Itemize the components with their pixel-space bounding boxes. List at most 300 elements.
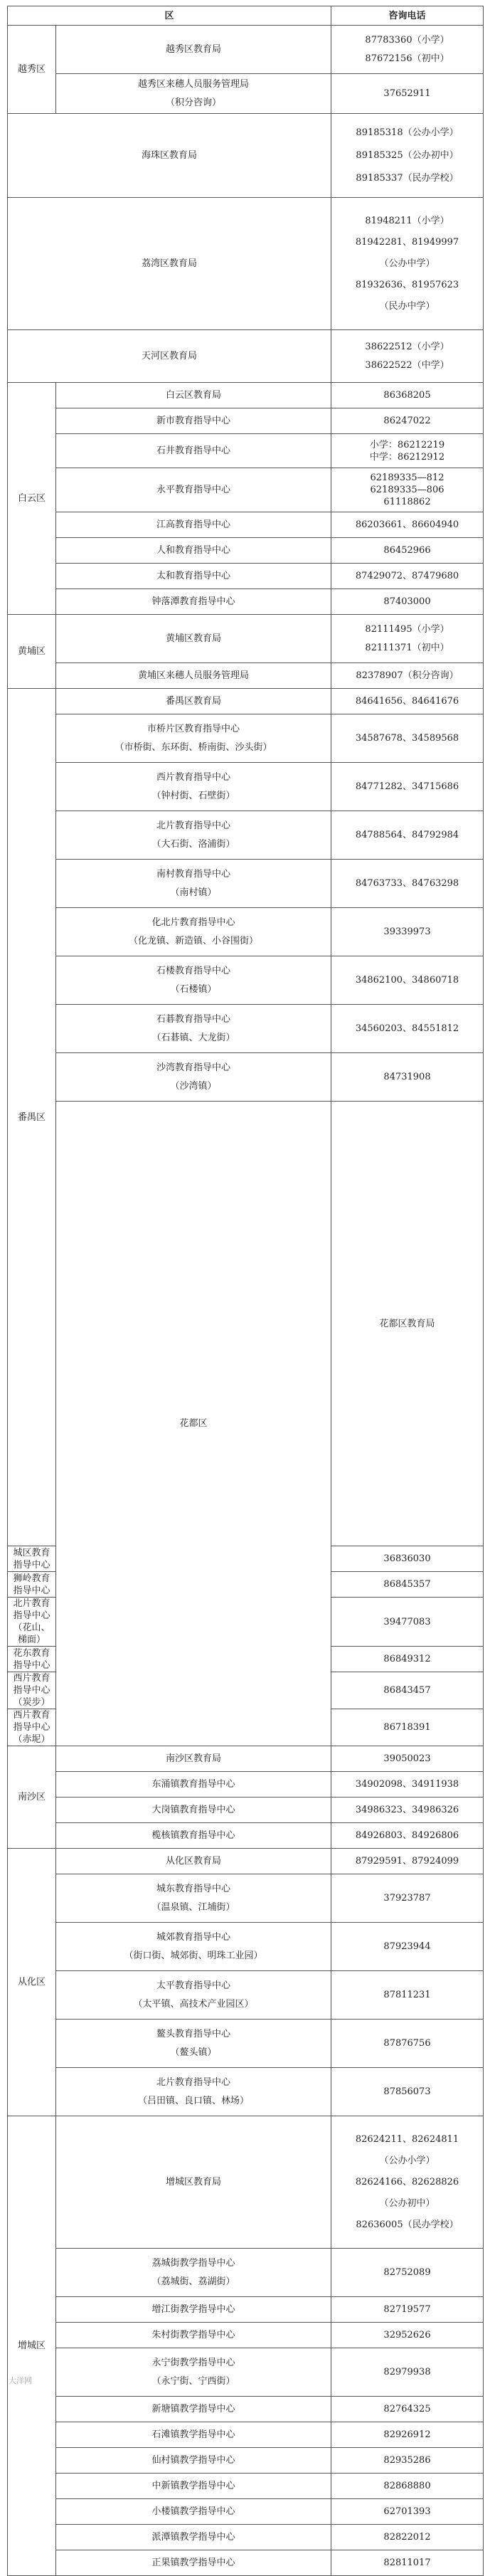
district-cell: 从化区	[8, 1849, 56, 2116]
office-cell	[56, 1874, 331, 1923]
office-cell	[56, 1823, 331, 1849]
phone-number: 34862100、34860718	[355, 975, 459, 986]
phone-cell	[331, 1971, 484, 2020]
phone-number: 82624166、82628826	[355, 2176, 459, 2187]
office-name: （石碁镇、大龙街）	[151, 1032, 235, 1043]
table-row	[8, 2499, 484, 2525]
district-cell: 番禺区	[8, 689, 56, 1546]
phone-cell	[331, 2550, 484, 2576]
phone-number: 36836030	[383, 1553, 431, 1564]
phone-number: 82111495（小学）	[365, 623, 449, 635]
phone-number: 81948211（小学）	[365, 215, 449, 226]
table-row	[8, 1874, 484, 1923]
office-cell	[8, 1546, 56, 1572]
district-cell: 花都区	[56, 1102, 331, 1746]
office-cell	[56, 2448, 331, 2474]
table-row	[8, 2323, 484, 2348]
table-row	[8, 383, 484, 408]
office-cell	[56, 2550, 331, 2576]
phone-number: 38622512（小学）	[365, 341, 449, 352]
office-cell	[56, 2068, 331, 2116]
phone-number: 86845357	[383, 1579, 431, 1590]
phone-cell	[331, 2323, 484, 2348]
table-row	[8, 434, 484, 468]
office-name: 太和教育指导中心	[156, 571, 231, 581]
header-row	[8, 6, 484, 26]
phone-number: 87811231	[383, 1990, 431, 2000]
office-cell	[56, 1053, 331, 1102]
phone-number: 86843457	[383, 1685, 431, 1696]
phone-number: 87929591、87924099	[355, 1856, 459, 1867]
phone-number: （公办中学）	[379, 258, 435, 269]
phone-number: 82979938	[383, 2367, 431, 2377]
table-row	[8, 908, 484, 956]
office-cell	[56, 663, 331, 689]
phone-cell	[331, 689, 484, 714]
phone-number: 86368205	[383, 390, 431, 401]
table-row	[8, 468, 484, 512]
table-row	[8, 2297, 484, 2323]
phone-cell	[331, 811, 484, 860]
phone-cell	[331, 1546, 484, 1572]
phone-number: 84731908	[383, 1072, 431, 1082]
office-name: 东涌镇教育指导中心	[151, 1779, 235, 1790]
office-name: 小楼镇教学指导中心	[151, 2506, 235, 2517]
phone-number: 37652911	[383, 88, 431, 99]
office-name: （太平镇、高技术产业园区）	[133, 1998, 254, 2010]
office-name: （永宁街、宁西街）	[151, 2375, 235, 2387]
table-row	[8, 1823, 484, 1849]
district-cell: 越秀区	[8, 26, 56, 114]
phone-cell	[331, 330, 484, 383]
office-name: 市桥片区教育指导中心	[147, 723, 240, 734]
office-name: （温泉镇、江埔街）	[151, 1901, 235, 1913]
table-row	[8, 2020, 484, 2068]
phone-cell	[331, 763, 484, 811]
phone-number: 82926912	[383, 2429, 431, 2440]
phone-number: 86849312	[383, 1654, 431, 1664]
office-name: 大岗镇教育指导中心	[151, 1805, 235, 1815]
office-cell	[56, 408, 331, 434]
office-cell	[56, 2323, 331, 2348]
office-cell	[56, 1746, 331, 1772]
office-name: 北片教育指导中心（花山、梯面）	[13, 1598, 50, 1645]
phone-number: 89185325（公办初中）	[356, 149, 459, 161]
phone-number: （公办初中）	[379, 2197, 435, 2209]
office-name: 人和教育指导中心	[156, 545, 231, 556]
office-name: （石楼镇）	[170, 983, 217, 995]
office-name: 石楼教育指导中心	[156, 965, 231, 976]
phone-number: 82868880	[383, 2481, 431, 2491]
table-row	[8, 589, 484, 615]
phone-number: 中学：86212912	[369, 451, 445, 463]
district-cell: 南沙区	[8, 1746, 56, 1849]
phone-cell	[331, 538, 484, 564]
office-cell	[56, 2297, 331, 2323]
table-row	[8, 956, 484, 1005]
phone-cell	[331, 383, 484, 408]
office-name: （南村镇）	[170, 887, 217, 898]
phone-cell	[331, 1772, 484, 1798]
office-name: 增江街教学指导中心	[151, 2304, 235, 2315]
office-cell	[56, 2116, 331, 2249]
office-cell	[56, 2499, 331, 2525]
office-name: （荔城街、荔湖街）	[151, 2276, 235, 2287]
phone-cell	[331, 908, 484, 956]
table-row	[8, 564, 484, 589]
office-cell	[56, 1005, 331, 1053]
table-row	[8, 811, 484, 860]
phone-cell	[331, 1005, 484, 1053]
phone-cell	[331, 1709, 484, 1746]
table-row	[8, 2422, 484, 2448]
office-cell	[56, 538, 331, 564]
phone-number: 87783360（小学）	[365, 34, 449, 46]
phone-cell	[331, 2499, 484, 2525]
office-name: 中新镇教学指导中心	[151, 2481, 235, 2491]
office-name: 新塘镇教学指导中心	[151, 2404, 235, 2414]
phone-number: 81932636、81957623	[355, 279, 459, 290]
phone-cell	[331, 564, 484, 589]
phone-number: 32952626	[383, 2330, 431, 2340]
phone-number: 34560203、84551812	[355, 1023, 459, 1034]
office-cell	[56, 512, 331, 538]
office-cell	[56, 908, 331, 956]
office-cell	[56, 2020, 331, 2068]
phone-number: 34986323、34986326	[355, 1805, 459, 1815]
phone-cell	[331, 1672, 484, 1709]
phone-cell	[331, 408, 484, 434]
office-name: 仙村镇教学指导中心	[151, 2455, 235, 2466]
office-name: 海珠区教育局	[142, 150, 198, 161]
office-cell	[331, 1102, 484, 1546]
phone-cell	[331, 468, 484, 512]
table-row	[8, 615, 484, 663]
phone-number: 84641656、84641676	[355, 696, 459, 707]
office-name: （鳌头镇）	[170, 2047, 217, 2058]
office-cell	[56, 1798, 331, 1823]
office-name: （吕田镇、良口镇、林场）	[138, 2095, 250, 2106]
table-row	[8, 1798, 484, 1823]
phone-number: 82719577	[383, 2304, 431, 2315]
phone-cell	[331, 663, 484, 689]
office-name: 南村教育指导中心	[156, 868, 231, 880]
table-row	[8, 408, 484, 434]
phone-cell	[331, 1598, 484, 1647]
table-row	[8, 663, 484, 689]
office-name: 白云区教育局	[166, 390, 222, 401]
office-cell	[56, 589, 331, 615]
phone-number: 84771282、34715686	[355, 781, 459, 792]
table-row	[8, 1849, 484, 1874]
phone-number: 38622522（中学）	[365, 359, 449, 371]
office-name: 城东教育指导中心	[156, 1883, 231, 1894]
phone-number: 86247022	[383, 416, 431, 426]
phone-cell	[331, 1798, 484, 1823]
phone-number: 82378907（积分咨询）	[356, 670, 459, 681]
phone-cell	[331, 2068, 484, 2116]
table-row	[8, 330, 484, 383]
office-cell	[56, 434, 331, 468]
office-name: 增城区教育局	[166, 2177, 222, 2187]
phone-number: 82111371（初中）	[365, 642, 449, 653]
table-row	[8, 538, 484, 564]
office-name: 花东教育指导中心	[13, 1647, 50, 1671]
phone-number: 89185318（公办小学）	[356, 127, 459, 138]
office-cell	[56, 2348, 331, 2397]
office-name: 沙湾教育指导中心	[156, 1062, 231, 1073]
office-cell	[56, 2422, 331, 2448]
table-row	[8, 689, 484, 714]
office-name: 石滩镇教学指导中心	[151, 2429, 235, 2440]
table-row	[8, 1746, 484, 1772]
office-cell	[8, 1672, 56, 1709]
phone-number: 84763733、84763298	[355, 878, 459, 889]
table-row	[8, 198, 484, 330]
phone-number: 87856073	[383, 2086, 431, 2097]
table-row	[8, 26, 484, 74]
office-name: 鳌头教育指导中心	[156, 2028, 231, 2039]
office-name: （化龙镇、新造镇、小谷围街）	[129, 935, 259, 946]
phone-cell	[331, 1572, 484, 1598]
table-row	[8, 763, 484, 811]
office-cell	[56, 468, 331, 512]
phone-number: 84788564、84792984	[355, 830, 459, 840]
district-cell: 增城区	[8, 2116, 56, 2576]
phone-number: 61118862	[383, 497, 431, 507]
phone-cell	[331, 589, 484, 615]
office-name: 新市教育指导中心	[156, 416, 231, 426]
phone-cell	[331, 956, 484, 1005]
phone-cell	[331, 1849, 484, 1874]
table-row	[8, 2448, 484, 2474]
district-cell: 黄埔区	[8, 615, 56, 689]
table-row	[8, 860, 484, 908]
phone-number: 39339973	[383, 927, 431, 937]
watermark: 大洋网	[9, 2376, 32, 2385]
office-name: 钟落潭教育指导中心	[151, 596, 235, 607]
table-row	[8, 114, 484, 198]
office-name: 西片教育指导中心（赤坭）	[13, 1710, 50, 1745]
phone-cell	[331, 1823, 484, 1849]
office-cell	[56, 2249, 331, 2297]
table-row	[8, 74, 484, 114]
office-cell	[8, 330, 331, 383]
office-name: 城郊教育指导中心	[156, 1931, 231, 1943]
phone-cell	[331, 2397, 484, 2422]
table-row	[8, 2116, 484, 2249]
office-name: （积分咨询）	[166, 97, 222, 108]
office-name: （街口街、城郊街、明珠工业园）	[124, 1950, 263, 1961]
phone-number: （民办中学）	[379, 300, 435, 312]
phone-cell	[331, 2020, 484, 2068]
phone-number: （公办小学）	[379, 2155, 435, 2166]
office-cell	[8, 1572, 56, 1598]
table-row	[8, 2068, 484, 2116]
phone-number: 62189335—806	[370, 485, 444, 495]
office-name: 西片教育指导中心	[156, 771, 231, 783]
district-header: 区	[8, 6, 331, 26]
office-name: 北片教育指导中心	[156, 820, 231, 831]
office-name: 化北片教育指导中心	[151, 917, 235, 928]
table-row	[8, 1102, 484, 1546]
phone-number: 81942281、81949997	[355, 236, 459, 248]
phone-cell	[331, 1746, 484, 1772]
phone-cell	[331, 1923, 484, 1971]
office-cell	[56, 615, 331, 663]
office-name: 荔湾区教育局	[142, 258, 198, 269]
office-cell	[56, 2525, 331, 2550]
phone-number: 87672156（初中）	[365, 53, 449, 64]
office-name: 正果镇教学指导中心	[151, 2557, 235, 2568]
phone-cell	[331, 434, 484, 468]
office-cell	[56, 1971, 331, 2020]
phone-number: 39050023	[383, 1753, 431, 1764]
office-name: 城区教育指导中心	[13, 1547, 50, 1571]
phone-number: 82752089	[383, 2267, 431, 2278]
phone-cell	[331, 512, 484, 538]
office-name: 太平教育指导中心	[156, 1980, 231, 1991]
phone-cell	[331, 198, 484, 330]
office-name: 南沙区教育局	[166, 1753, 222, 1764]
office-name: 越秀区教育局	[166, 44, 222, 55]
office-name: 永宁街教学指导中心	[151, 2357, 235, 2368]
phone-cell	[331, 114, 484, 198]
phone-number: 34587678、34589568	[355, 733, 459, 744]
office-cell	[56, 74, 331, 114]
phone-number: 62189335—812	[370, 473, 444, 483]
office-cell	[56, 763, 331, 811]
office-name: 黄埔区来穗人员服务管理局	[138, 670, 250, 681]
office-name: 石井教育指导中心	[156, 445, 231, 456]
office-name: 黄埔区教育局	[166, 633, 222, 644]
table-row	[8, 2397, 484, 2422]
office-name: 榄核镇教育指导中心	[151, 1830, 235, 1841]
phone-cell	[331, 714, 484, 763]
office-cell	[56, 1923, 331, 1971]
office-name: 西片教育指导中心（炭步）	[13, 1673, 50, 1708]
phone-number: 82764325	[383, 2404, 431, 2414]
contacts-table	[7, 6, 484, 2576]
table-row	[8, 2348, 484, 2397]
office-cell	[8, 198, 331, 330]
office-name: 荔城街教学指导中心	[151, 2257, 235, 2269]
office-cell	[56, 689, 331, 714]
office-name: 派潭镇教学指导中心	[151, 2532, 235, 2543]
phone-cell	[331, 2116, 484, 2249]
office-name: 江高教育指导中心	[156, 519, 231, 530]
table-row	[8, 1923, 484, 1971]
phone-cell	[331, 2525, 484, 2550]
phone-number: 89185337（民办学校）	[356, 172, 459, 184]
table-row	[8, 1005, 484, 1053]
phone-number: 87923944	[383, 1941, 431, 1952]
phone-cell	[331, 615, 484, 663]
phone-number: 82636005（民办学校）	[356, 2219, 459, 2230]
phone-number: 87403000	[383, 596, 431, 607]
office-cell	[8, 1598, 56, 1647]
table-row	[8, 2474, 484, 2499]
table-row	[8, 2550, 484, 2576]
office-cell	[8, 114, 331, 198]
district-cell: 白云区	[8, 383, 56, 615]
office-name: （钟村街、石壁街）	[151, 790, 235, 801]
phone-cell	[331, 860, 484, 908]
phone-cell	[331, 2249, 484, 2297]
table-row	[8, 2249, 484, 2297]
phone-number: 39477083	[383, 1616, 431, 1627]
phone-cell	[331, 1053, 484, 1102]
phone-cell	[331, 74, 484, 114]
office-cell	[56, 714, 331, 763]
office-name: 越秀区来穗人员服务管理局	[138, 78, 250, 90]
table-row	[8, 1772, 484, 1798]
office-name: 番禺区教育局	[166, 696, 222, 707]
phone-header: 咨询电话	[331, 6, 484, 26]
phone-cell	[331, 2448, 484, 2474]
phone-cell	[331, 1874, 484, 1923]
table-row	[8, 512, 484, 538]
phone-cell	[331, 26, 484, 74]
office-cell	[56, 2474, 331, 2499]
office-cell	[56, 383, 331, 408]
office-cell	[56, 1772, 331, 1798]
office-cell	[56, 860, 331, 908]
office-cell	[8, 1709, 56, 1746]
office-cell	[56, 26, 331, 74]
office-cell	[56, 956, 331, 1005]
phone-number: 86203661、86604940	[355, 519, 459, 530]
table-row	[8, 1971, 484, 2020]
office-cell	[56, 1849, 331, 1874]
office-name: 北片教育指导中心	[156, 2076, 231, 2088]
office-name: 朱村街教学指导中心	[151, 2330, 235, 2340]
office-name: 从化区教育局	[166, 1856, 222, 1867]
phone-number: 82811017	[383, 2557, 431, 2568]
office-cell	[8, 1647, 56, 1672]
table-row	[8, 1053, 484, 1102]
phone-number: 86718391	[383, 1722, 431, 1733]
office-name: 永平教育指导中心	[156, 485, 231, 495]
phone-number: 62701393	[383, 2506, 431, 2517]
phone-number: 84926803、84926806	[355, 1830, 459, 1841]
phone-cell	[331, 2474, 484, 2499]
office-name: （大石街、洛浦街）	[151, 838, 235, 850]
office-name: 石碁教育指导中心	[156, 1013, 231, 1025]
office-cell	[56, 2397, 331, 2422]
phone-number: 82822012	[383, 2532, 431, 2543]
phone-cell	[331, 2422, 484, 2448]
phone-number: 87876756	[383, 2038, 431, 2049]
phone-number: 小学：86212219	[369, 439, 445, 450]
office-name: 狮岭教育指导中心	[13, 1573, 50, 1596]
phone-number: 34902098、34911938	[355, 1779, 459, 1790]
table-row	[8, 714, 484, 763]
table-row	[8, 2525, 484, 2550]
phone-cell	[331, 1647, 484, 1672]
office-name: 天河区教育局	[142, 351, 198, 361]
office-name: （市桥街、东环街、桥南街、沙头街）	[114, 741, 272, 753]
office-name: （沙湾镇）	[170, 1080, 217, 1092]
phone-number: 82624211、82624811	[355, 2133, 459, 2145]
office-name: 花都区教育局	[379, 1318, 435, 1329]
phone-number: 87429072、87479680	[355, 571, 459, 581]
phone-number: 86452966	[383, 545, 431, 556]
office-cell	[56, 811, 331, 860]
phone-cell	[331, 2348, 484, 2397]
office-cell	[56, 564, 331, 589]
phone-cell	[331, 2297, 484, 2323]
